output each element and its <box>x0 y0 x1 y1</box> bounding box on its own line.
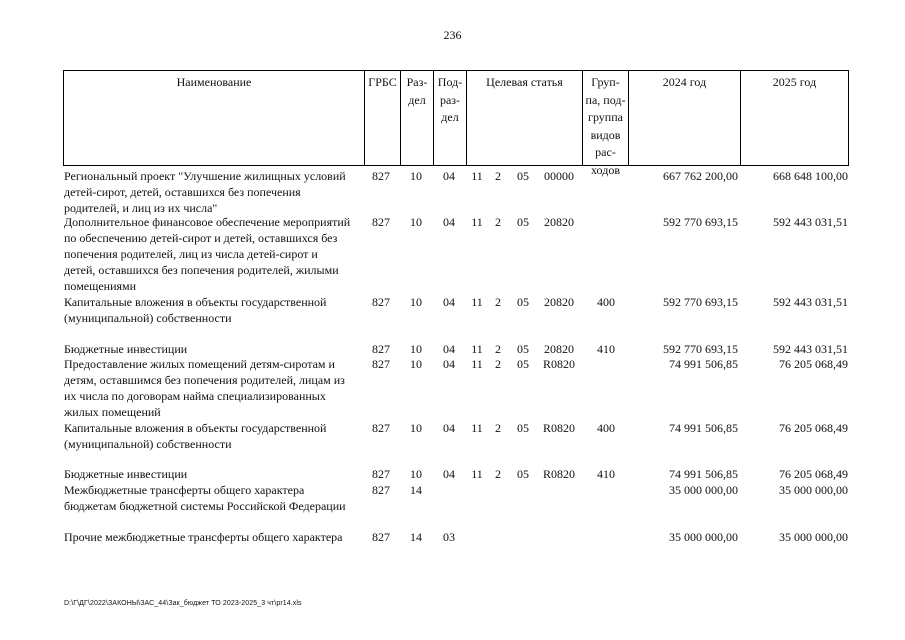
row-name: Капитальные вложения в объекты государственной (муниципальной) собственности <box>64 421 327 451</box>
row-target-code: 00000 <box>544 169 574 183</box>
row-target-event: 05 <box>517 357 529 371</box>
row-target-code: 20820 <box>544 215 574 229</box>
header-podrazdel: Под- раз- дел <box>437 75 463 124</box>
row-razdel: 10 <box>410 215 422 229</box>
row-amount-2024: 592 770 693,15 <box>663 295 738 309</box>
row-name: Прочие межбюджетные трансферты общего характера <box>64 530 343 544</box>
row-amount-2025: 35 000 000,00 <box>779 530 848 544</box>
row-amount-2024: 667 762 200,00 <box>663 169 738 183</box>
row-podrazdel: 04 <box>443 295 455 309</box>
row-target-code: 20820 <box>544 295 574 309</box>
row-target-event: 05 <box>517 295 529 309</box>
row-target-program: 11 <box>471 169 483 183</box>
row-amount-2025: 592 443 031,51 <box>773 215 848 229</box>
row-target-event: 05 <box>517 421 529 435</box>
row-razdel: 10 <box>410 169 422 183</box>
row-target-event: 05 <box>517 169 529 183</box>
row-name: Межбюджетные трансферты общего характера бюджетам бюджетной системы Российской Федерации <box>64 483 346 513</box>
row-amount-2025: 76 205 068,49 <box>779 421 848 435</box>
header-target: Целевая статья <box>486 75 563 89</box>
column-divider <box>848 70 849 166</box>
row-razdel: 14 <box>410 530 422 544</box>
header-2024: 2024 год <box>662 75 707 89</box>
row-amount-2025: 592 443 031,51 <box>773 342 848 356</box>
row-target-subprogram: 2 <box>495 169 501 183</box>
row-target-subprogram: 2 <box>495 295 501 309</box>
header-2025: 2025 год <box>772 75 817 89</box>
row-razdel: 10 <box>410 357 422 371</box>
row-podrazdel: 04 <box>443 421 455 435</box>
row-grbs: 827 <box>372 421 390 435</box>
page-number: 236 <box>443 28 462 42</box>
row-grbs: 827 <box>372 295 390 309</box>
row-amount-2024: 74 991 506,85 <box>669 357 738 371</box>
row-expense-group: 400 <box>597 295 615 309</box>
row-target-subprogram: 2 <box>495 421 501 435</box>
row-amount-2025: 592 443 031,51 <box>773 295 848 309</box>
row-amount-2025: 668 648 100,00 <box>773 169 848 183</box>
row-expense-group: 410 <box>597 342 615 356</box>
row-target-code: R0820 <box>542 357 575 371</box>
row-target-code: R0820 <box>542 467 575 481</box>
row-amount-2024: 74 991 506,85 <box>669 467 738 481</box>
row-target-subprogram: 2 <box>495 215 501 229</box>
row-target-program: 11 <box>471 421 483 435</box>
row-target-event: 05 <box>517 342 529 356</box>
row-target-subprogram: 2 <box>495 342 501 356</box>
row-razdel: 10 <box>410 295 422 309</box>
row-target-program: 11 <box>471 357 483 371</box>
file-path: D:\Г\ДГ\2022\ЗАКОНЫ\ЗАС_44\Зак_бюджет ТО 2023-2025_3 чт\pr14.xls <box>64 600 302 607</box>
row-podrazdel: 03 <box>443 530 455 544</box>
header-vr: Груп- па, под- группа видов рас- ходов <box>585 75 626 177</box>
row-grbs: 827 <box>372 530 390 544</box>
row-target-program: 11 <box>471 215 483 229</box>
row-target-subprogram: 2 <box>495 467 501 481</box>
row-amount-2025: 76 205 068,49 <box>779 467 848 481</box>
row-target-code: R0820 <box>542 421 575 435</box>
row-grbs: 827 <box>372 467 390 481</box>
row-amount-2024: 592 770 693,15 <box>663 342 738 356</box>
row-target-event: 05 <box>517 467 529 481</box>
row-target-event: 05 <box>517 215 529 229</box>
row-amount-2024: 35 000 000,00 <box>669 483 738 497</box>
row-target-program: 11 <box>471 295 483 309</box>
row-expense-group: 400 <box>597 421 615 435</box>
row-grbs: 827 <box>372 342 390 356</box>
row-razdel: 10 <box>410 421 422 435</box>
row-razdel: 10 <box>410 467 422 481</box>
row-grbs: 827 <box>372 169 390 183</box>
row-name: Бюджетные инвестиции <box>64 342 188 356</box>
row-target-code: 20820 <box>544 342 574 356</box>
row-name: Капитальные вложения в объекты государственной (муниципальной) собственности <box>64 295 327 325</box>
row-podrazdel: 04 <box>443 169 455 183</box>
row-name: Предоставление жилых помещений детям-сиротам и детям, оставшимся без попечения родителей, лицам из их числа по договорам найма специализированных жилых помещений <box>64 357 345 419</box>
row-amount-2024: 592 770 693,15 <box>663 215 738 229</box>
row-podrazdel: 04 <box>443 215 455 229</box>
row-target-subprogram: 2 <box>495 357 501 371</box>
header-razdel: Раз- дел <box>406 75 428 107</box>
row-name: Дополнительное финансовое обеспечение мероприятий по обеспечению детей-сирот и детей, оставшихся без попечения родителей, лиц из числа детей-сирот и детей, оставшихся без попечения родителей, жилыми помещениями <box>64 215 351 293</box>
header-grbs: ГРБС <box>368 75 397 89</box>
row-amount-2024: 74 991 506,85 <box>669 421 738 435</box>
row-razdel: 14 <box>410 483 422 497</box>
row-amount-2025: 35 000 000,00 <box>779 483 848 497</box>
row-podrazdel: 04 <box>443 467 455 481</box>
header-name: Наименование <box>176 75 252 89</box>
row-podrazdel: 04 <box>443 357 455 371</box>
row-target-program: 11 <box>471 342 483 356</box>
row-amount-2025: 76 205 068,49 <box>779 357 848 371</box>
row-grbs: 827 <box>372 357 390 371</box>
row-name: Региональный проект "Улучшение жилищных условий детей-сирот, детей, оставшихся без попечения родителей, и лиц из их числа" <box>64 169 346 215</box>
row-expense-group: 410 <box>597 467 615 481</box>
row-target-program: 11 <box>471 467 483 481</box>
row-amount-2024: 35 000 000,00 <box>669 530 738 544</box>
row-podrazdel: 04 <box>443 342 455 356</box>
row-name: Бюджетные инвестиции <box>64 467 188 481</box>
row-razdel: 10 <box>410 342 422 356</box>
row-grbs: 827 <box>372 483 390 497</box>
row-grbs: 827 <box>372 215 390 229</box>
